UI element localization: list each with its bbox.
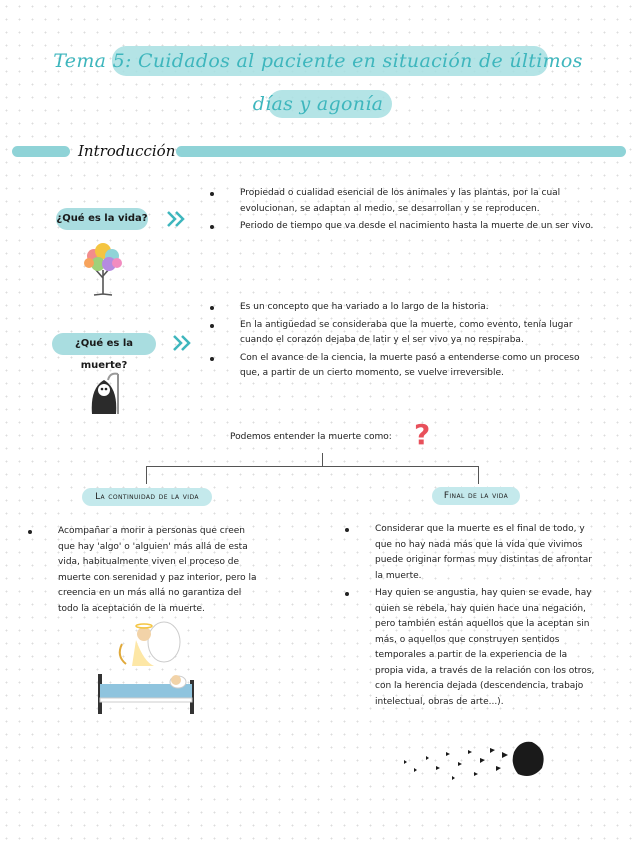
page-title-line2: días y agonía xyxy=(252,93,384,115)
intro-bar-right xyxy=(176,146,626,157)
tree-of-life-icon xyxy=(80,240,126,296)
list-item: En la antigüedad se consideraba que la muerte, como evento, tenía lugar cuando el corazón dejaba de latir y el ser vivo ya no respiraba. xyxy=(210,318,594,349)
intro-bar-left xyxy=(12,146,70,157)
birds-silhouette-illustration xyxy=(392,722,552,788)
tree-line-stem xyxy=(322,453,323,467)
list-item: Con el avance de la ciencia, la muerte pasó a entenderse como un proceso que, a partir de un cierto momento, se vuelve irreversible. xyxy=(210,351,594,382)
page-title-line1: Tema 5: Cuidados al paciente en situación de últimos xyxy=(53,50,583,72)
list-item: Acompañar a morir a personas que creen que hay 'algo' o 'alguien' más allá de esta vida, habitualmente viven el proceso de muerte con serenidad y paz interior, pero la creencia en un más allá no garantiza del todo la aceptación de la muerte. xyxy=(28,524,258,617)
muerte-bullets xyxy=(210,300,594,384)
grim-reaper-icon xyxy=(84,370,124,416)
final-bullets xyxy=(345,522,595,712)
tree-line-left xyxy=(146,466,147,484)
list-item: Hay quien se angustia, hay quien se evade, hay quien se rebela, hay quien hace una negación, pero también están aquellos que la aceptan sin más, o aquellos que construyen sentidos temporales a partir de la experiencia de la propia vida, a través de la relación con los otros, con la herencia dejada (descendencia, trabajo intelectual, obras de arte...). xyxy=(345,586,595,710)
intro-heading: Introducción xyxy=(78,142,176,160)
continuidad-bullets xyxy=(28,524,258,619)
double-chevron-icon xyxy=(172,334,194,352)
continuidad-label: La continuidad de la vida xyxy=(82,488,212,506)
muerte-question-pill: ¿Qué es la muerte? xyxy=(52,333,156,355)
vida-question-pill: ¿Qué es la vida? xyxy=(56,208,148,230)
double-chevron-icon xyxy=(166,210,188,228)
list-item: Considerar que la muerte es el final de todo, y que no hay nada más que la vida que vivimos puede originar formas muy distintas de afrontar la muerte. xyxy=(345,522,595,584)
list-item: Propiedad o cualidad esencial de los animales y las plantas, por la cual evolucionan, se adaptan al medio, se desarrollan y se reproducen. xyxy=(210,186,594,217)
tree-line-right xyxy=(478,466,479,484)
question-mark-icon: ? xyxy=(414,418,431,451)
angel-bed-illustration xyxy=(92,620,202,718)
list-item: Es un concepto que ha variado a lo largo de la historia. xyxy=(210,300,594,316)
final-label: Final de la vida xyxy=(432,487,520,505)
tree-line-horizontal xyxy=(146,466,478,467)
vida-bullets xyxy=(210,186,594,237)
entender-text: Podemos entender la muerte como: xyxy=(230,432,392,442)
list-item: Periodo de tiempo que va desde el nacimiento hasta la muerte de un ser vivo. xyxy=(210,219,594,235)
